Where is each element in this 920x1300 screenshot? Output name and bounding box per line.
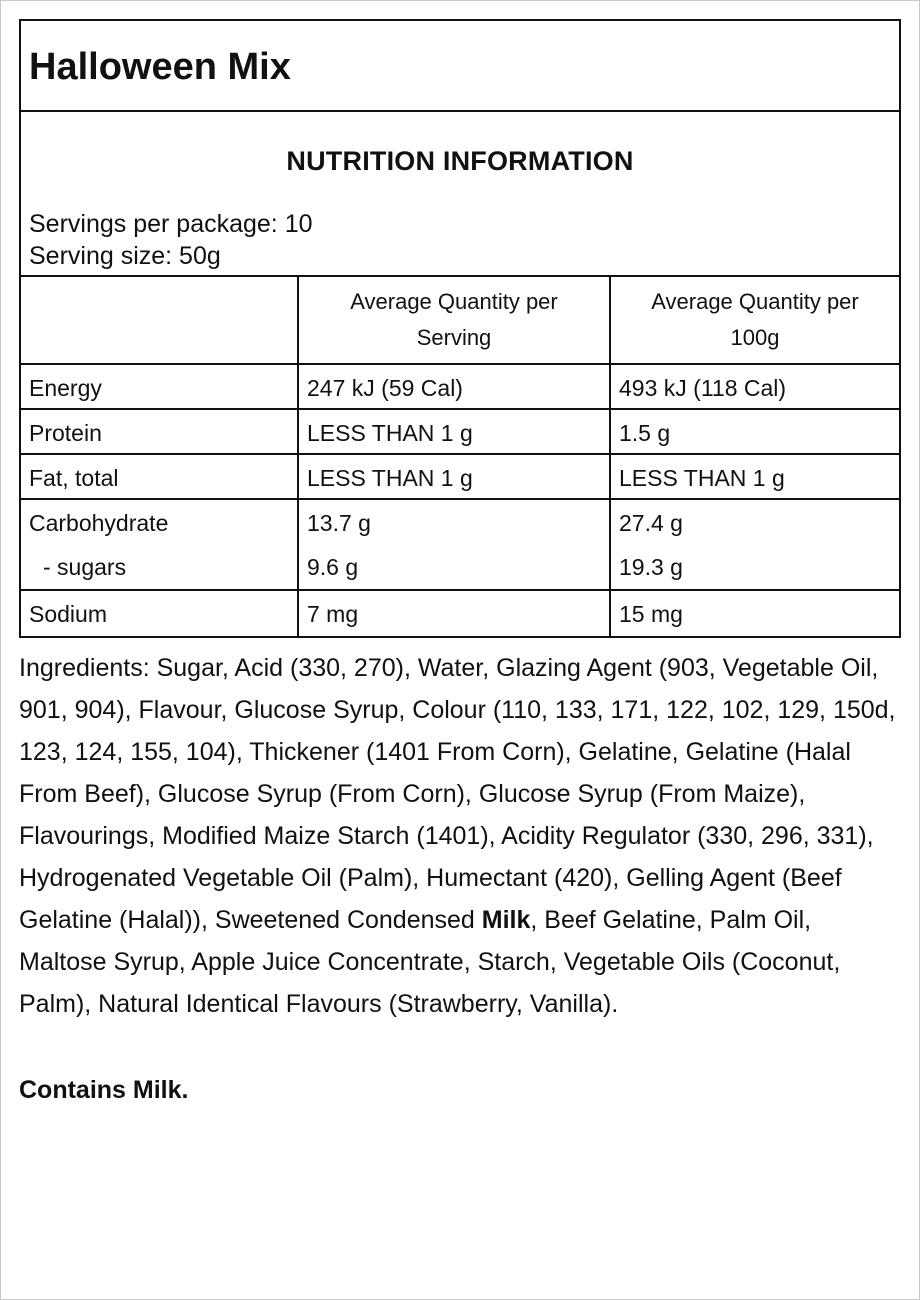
per-serving-value: 247 kJ (59 Cal) — [299, 365, 611, 410]
nutrient-name: Energy — [21, 365, 299, 410]
per-100g-value: 15 mg — [619, 601, 683, 627]
serving-size: Serving size: 50g — [29, 242, 221, 270]
per-serving-value: 7 mg — [299, 591, 611, 636]
servings-per-package: Servings per package: 10 — [29, 210, 313, 238]
sub-per-100g-value: 19.3 g — [619, 554, 683, 580]
nutrient-name-cell — [21, 500, 299, 591]
allergen-milk: Milk — [481, 906, 531, 934]
allergen-statement: Contains Milk. — [19, 1076, 189, 1104]
ingredients-text — [19, 647, 903, 1025]
per-100g-cell — [611, 500, 899, 591]
per-100g-value: 493 kJ (118 Cal) — [611, 365, 899, 410]
sub-per-serving-value: 9.6 g — [307, 554, 359, 580]
nutrition-table — [21, 277, 899, 636]
per-100g-value: LESS THAN 1 g — [611, 455, 899, 500]
header-cell-nutrient — [21, 277, 299, 365]
per-serving-value: 13.7 g — [307, 510, 371, 536]
sub-nutrient-name: - sugars — [43, 554, 127, 580]
ingredients-list-part1: Ingredients: Sugar, Acid (330, 270), Water, Glazing Agent (903, Vegetable Oil, 901, 904), Flavour, Glucose Syrup, Colour (110, 133, 171, 122, 102, 129, 150d, 123, 124, 155, 104), Thickener (1401 From Corn), Gelatine, Gelatine (Halal From Beef), Glucose Syrup (From Corn), Glucose Syrup (From Maize), Flavourings, Modified Maize Starch (1401), Acidity Regulator (330, 296, 331), Hydrogenated Vegetable Oil (Palm), Humectant (420), Gelling Agent (Beef Gelatine (Halal)), Sweetened Condensed — [19, 654, 896, 934]
per-serving-value: LESS THAN 1 g — [299, 455, 611, 500]
product-title: Halloween Mix — [21, 21, 899, 112]
per-100g-value: 1.5 g — [611, 410, 899, 455]
nutrient-name: Protein — [21, 410, 299, 455]
nutrition-heading: NUTRITION INFORMATION — [286, 146, 634, 176]
nutrient-name: Carbohydrate — [29, 510, 169, 536]
per-100g-value: 27.4 g — [619, 510, 683, 536]
header-cell-per-100g: Average Quantity per 100g — [611, 277, 899, 365]
per-serving-cell — [299, 500, 611, 591]
ingredients-list-part2: , Beef Gelatine, Palm Oil, Maltose Syrup, Apple Juice Concentrate, Starch, Vegetable Oils (Coconut, Palm), Natural Identical Flavours (Strawberry, Vanilla). — [19, 906, 841, 1018]
per-serving-value: LESS THAN 1 g — [299, 410, 611, 455]
nutrition-panel — [19, 19, 901, 638]
nutrient-name: Fat, total — [21, 455, 299, 500]
header-cell-per-serving: Average Quantity per Serving — [299, 277, 611, 365]
nutrition-info-block — [21, 112, 899, 277]
serving-info — [29, 208, 313, 272]
nutrient-name: Sodium — [21, 591, 299, 636]
